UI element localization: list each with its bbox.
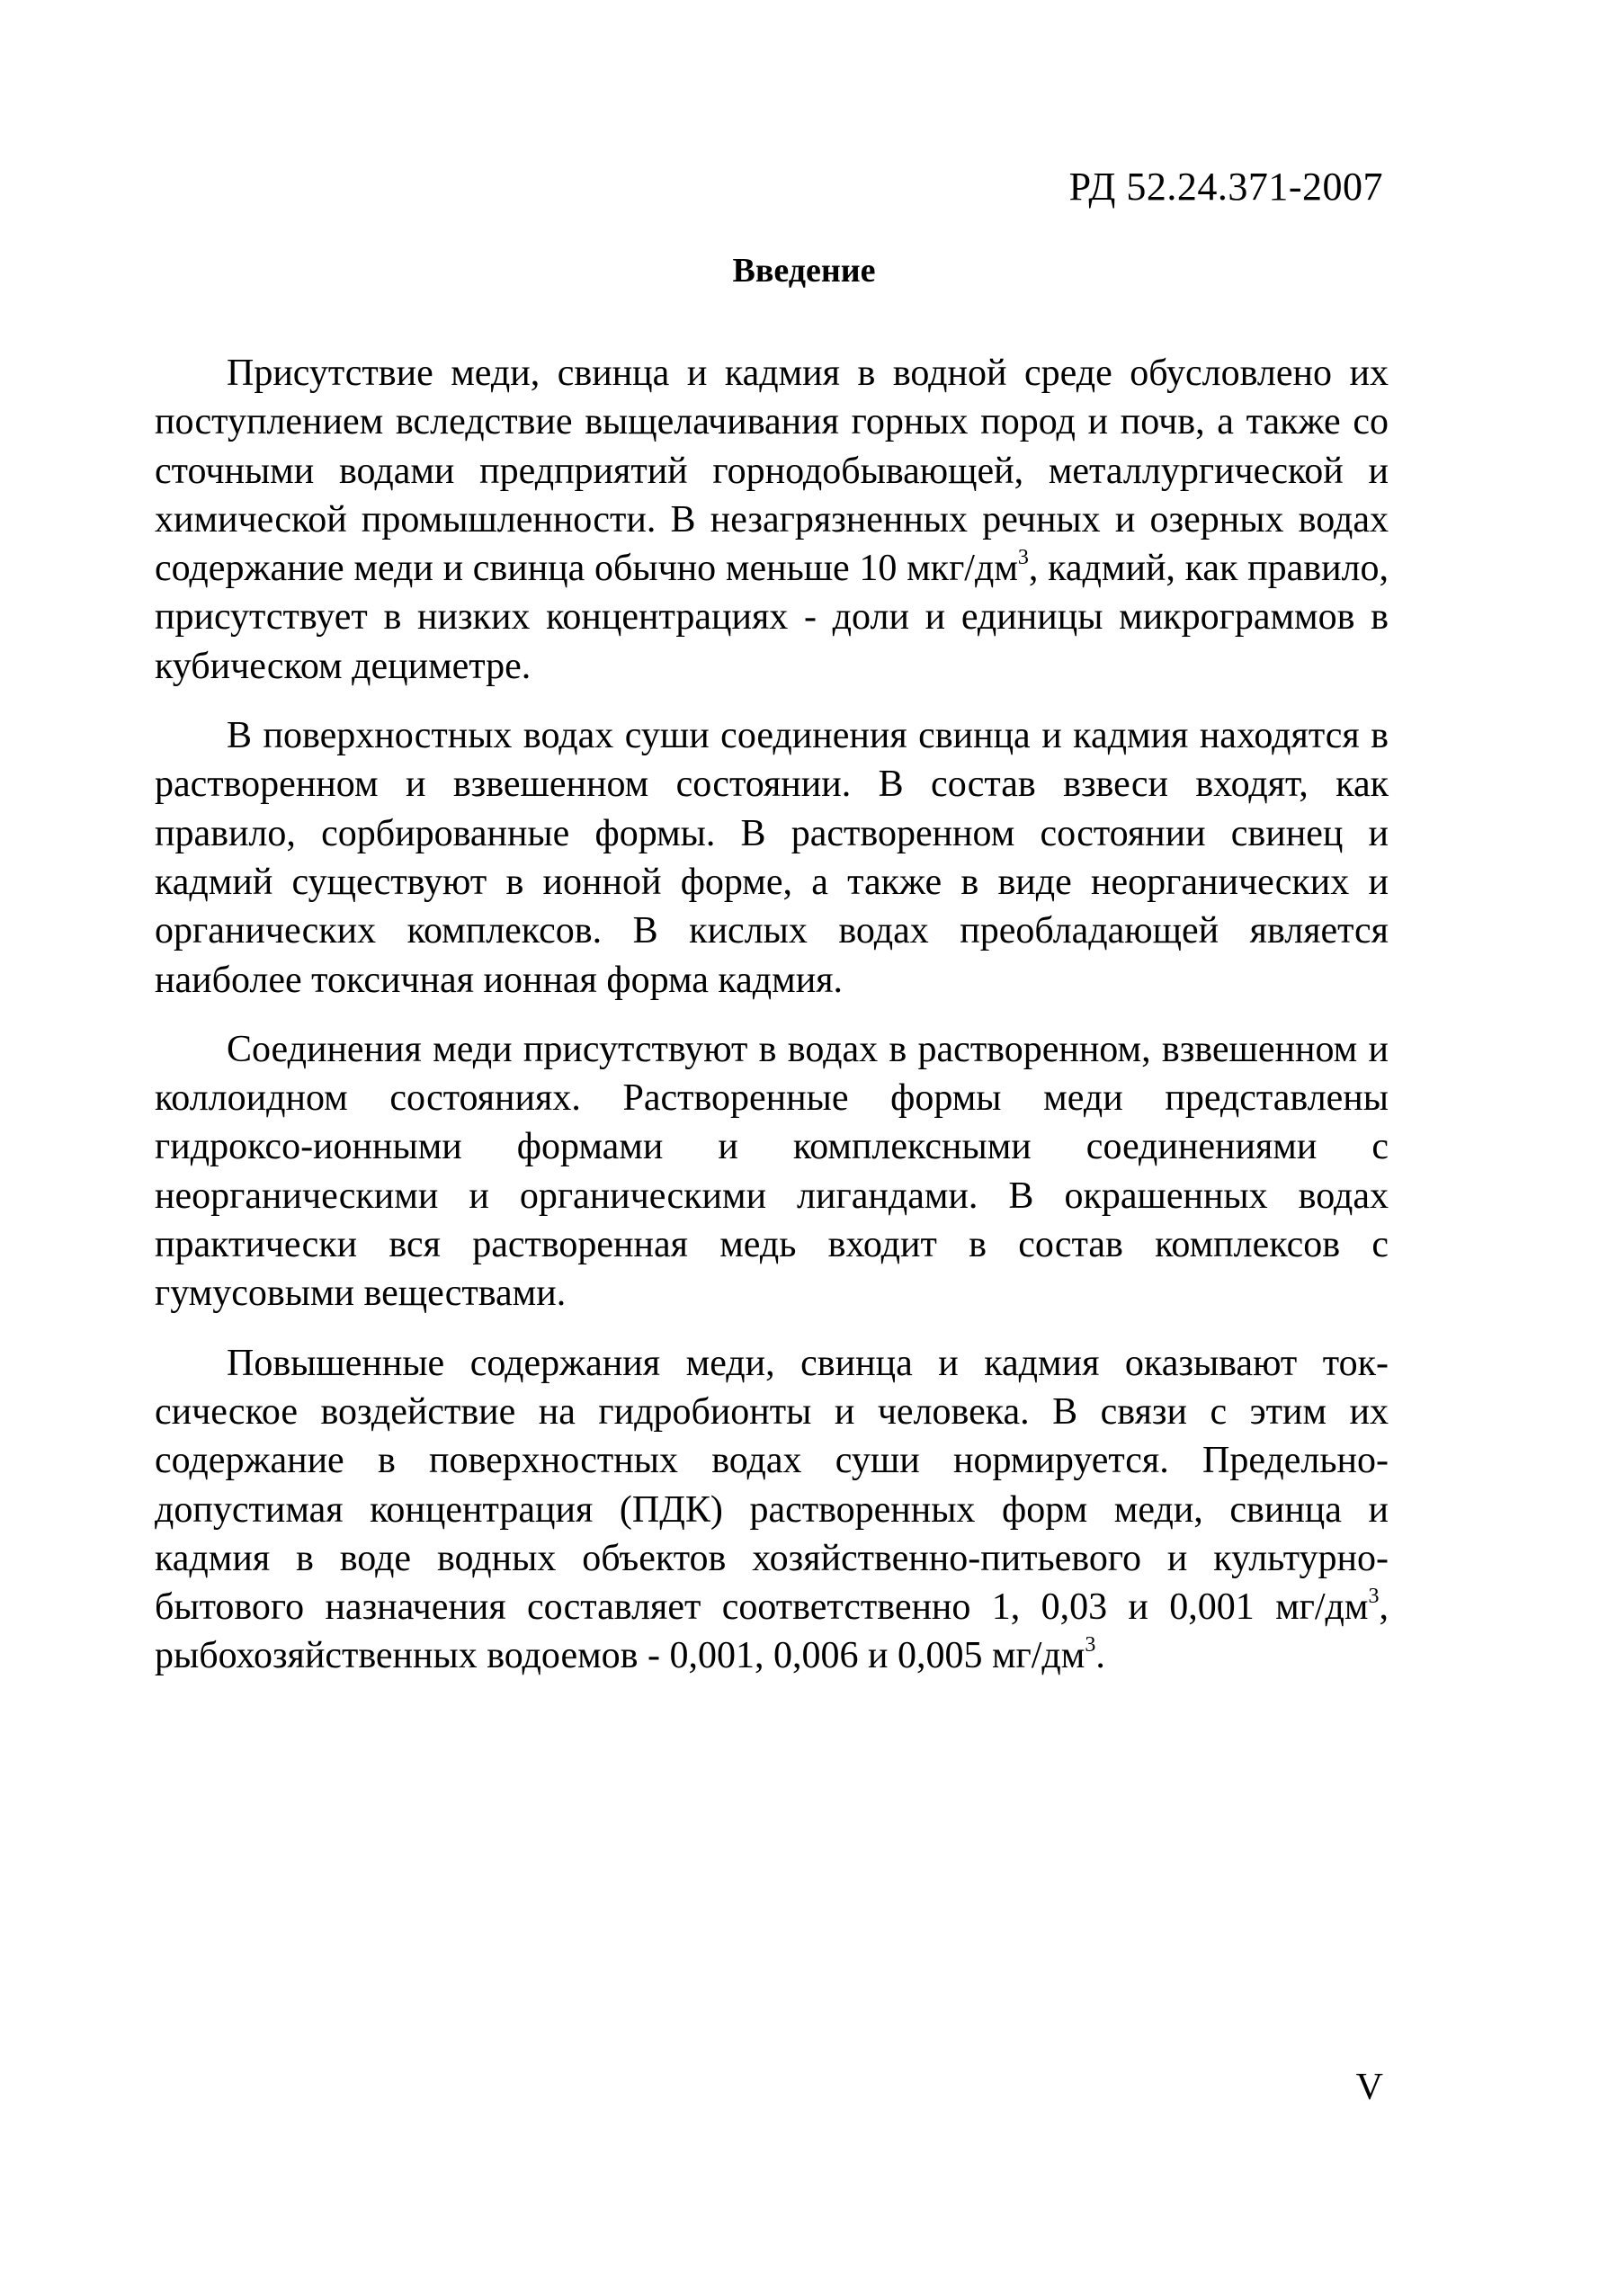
superscript: 3	[1085, 1633, 1096, 1657]
paragraph-text: Соединения меди присутствуют в водах в растворенном, взвешенном и коллоидном состояниях. Растворенные формы меди представлены гидроксо-ионными формами и комплексными соединениями с неорганическими и органическими лигандами. В окрашенных водах практически вся растворенная медь входит в состав комплексов с гумусовыми веществами.	[155, 1028, 1389, 1315]
paragraph-text: , кадмий, как правило, присутствует в низких концентрациях - доли и единицы микрограммов в кубическом дециметре.	[155, 548, 1389, 687]
paragraph-3	[155, 1025, 1389, 1318]
paragraph-text: Присутствие меди, свинца и кадмия в водной среде обусловлено их поступлением вследствие выщелачивания горных пород и почв, а также со сточными водами предприятий горнодобывающей, металлургической и химической промышленности. В незагрязненных речных и озерных водах содержание меди и свинца обычно меньше 10 мкг/дм	[155, 353, 1389, 590]
document-code: РД 52.24.371-2007	[1068, 165, 1383, 209]
paragraph-text: Повышенные содержания меди, свинца и кадмия оказывают токсическое воздействие на гидробионты и человека. В связи с этим их содержание в поверхностных водах суши нормируется. Предельно-допустимая концентрация (ПДК) растворенных форм меди, свинца и кадмия в воде водных объектов хозяйственно-питьевого и культурно-бытового назначения составляет соответственно 1, 0,03 и 0,001 мг/дм	[155, 1342, 1389, 1629]
paragraph-2	[155, 711, 1389, 1005]
paragraph-text: .	[1095, 1635, 1105, 1677]
superscript: 3	[1017, 546, 1029, 570]
superscript: 3	[1368, 1585, 1380, 1609]
paragraph-text: В поверхностных водах суши соединения свинца и кадмия находятся в растворенном и взвешенном состоянии. В состав взвеси входят, как правило, сорбированные формы. В растворенном состоянии свинец и кадмий существуют в ионной форме, а также в виде неорганических и органических комплексов. В кислых водах преобладающей является наиболее токсичная ионная форма кадмия.	[155, 715, 1389, 1001]
section-title: Введение	[732, 252, 876, 290]
page-number: V	[1355, 2067, 1383, 2108]
document-body	[155, 349, 1389, 1702]
paragraph-1	[155, 349, 1389, 691]
paragraph-text: , рыбохозяйственных водоемов - 0,001, 0,006 и 0,005 мг/дм	[155, 1586, 1389, 1677]
paragraph-4	[155, 1339, 1389, 1681]
